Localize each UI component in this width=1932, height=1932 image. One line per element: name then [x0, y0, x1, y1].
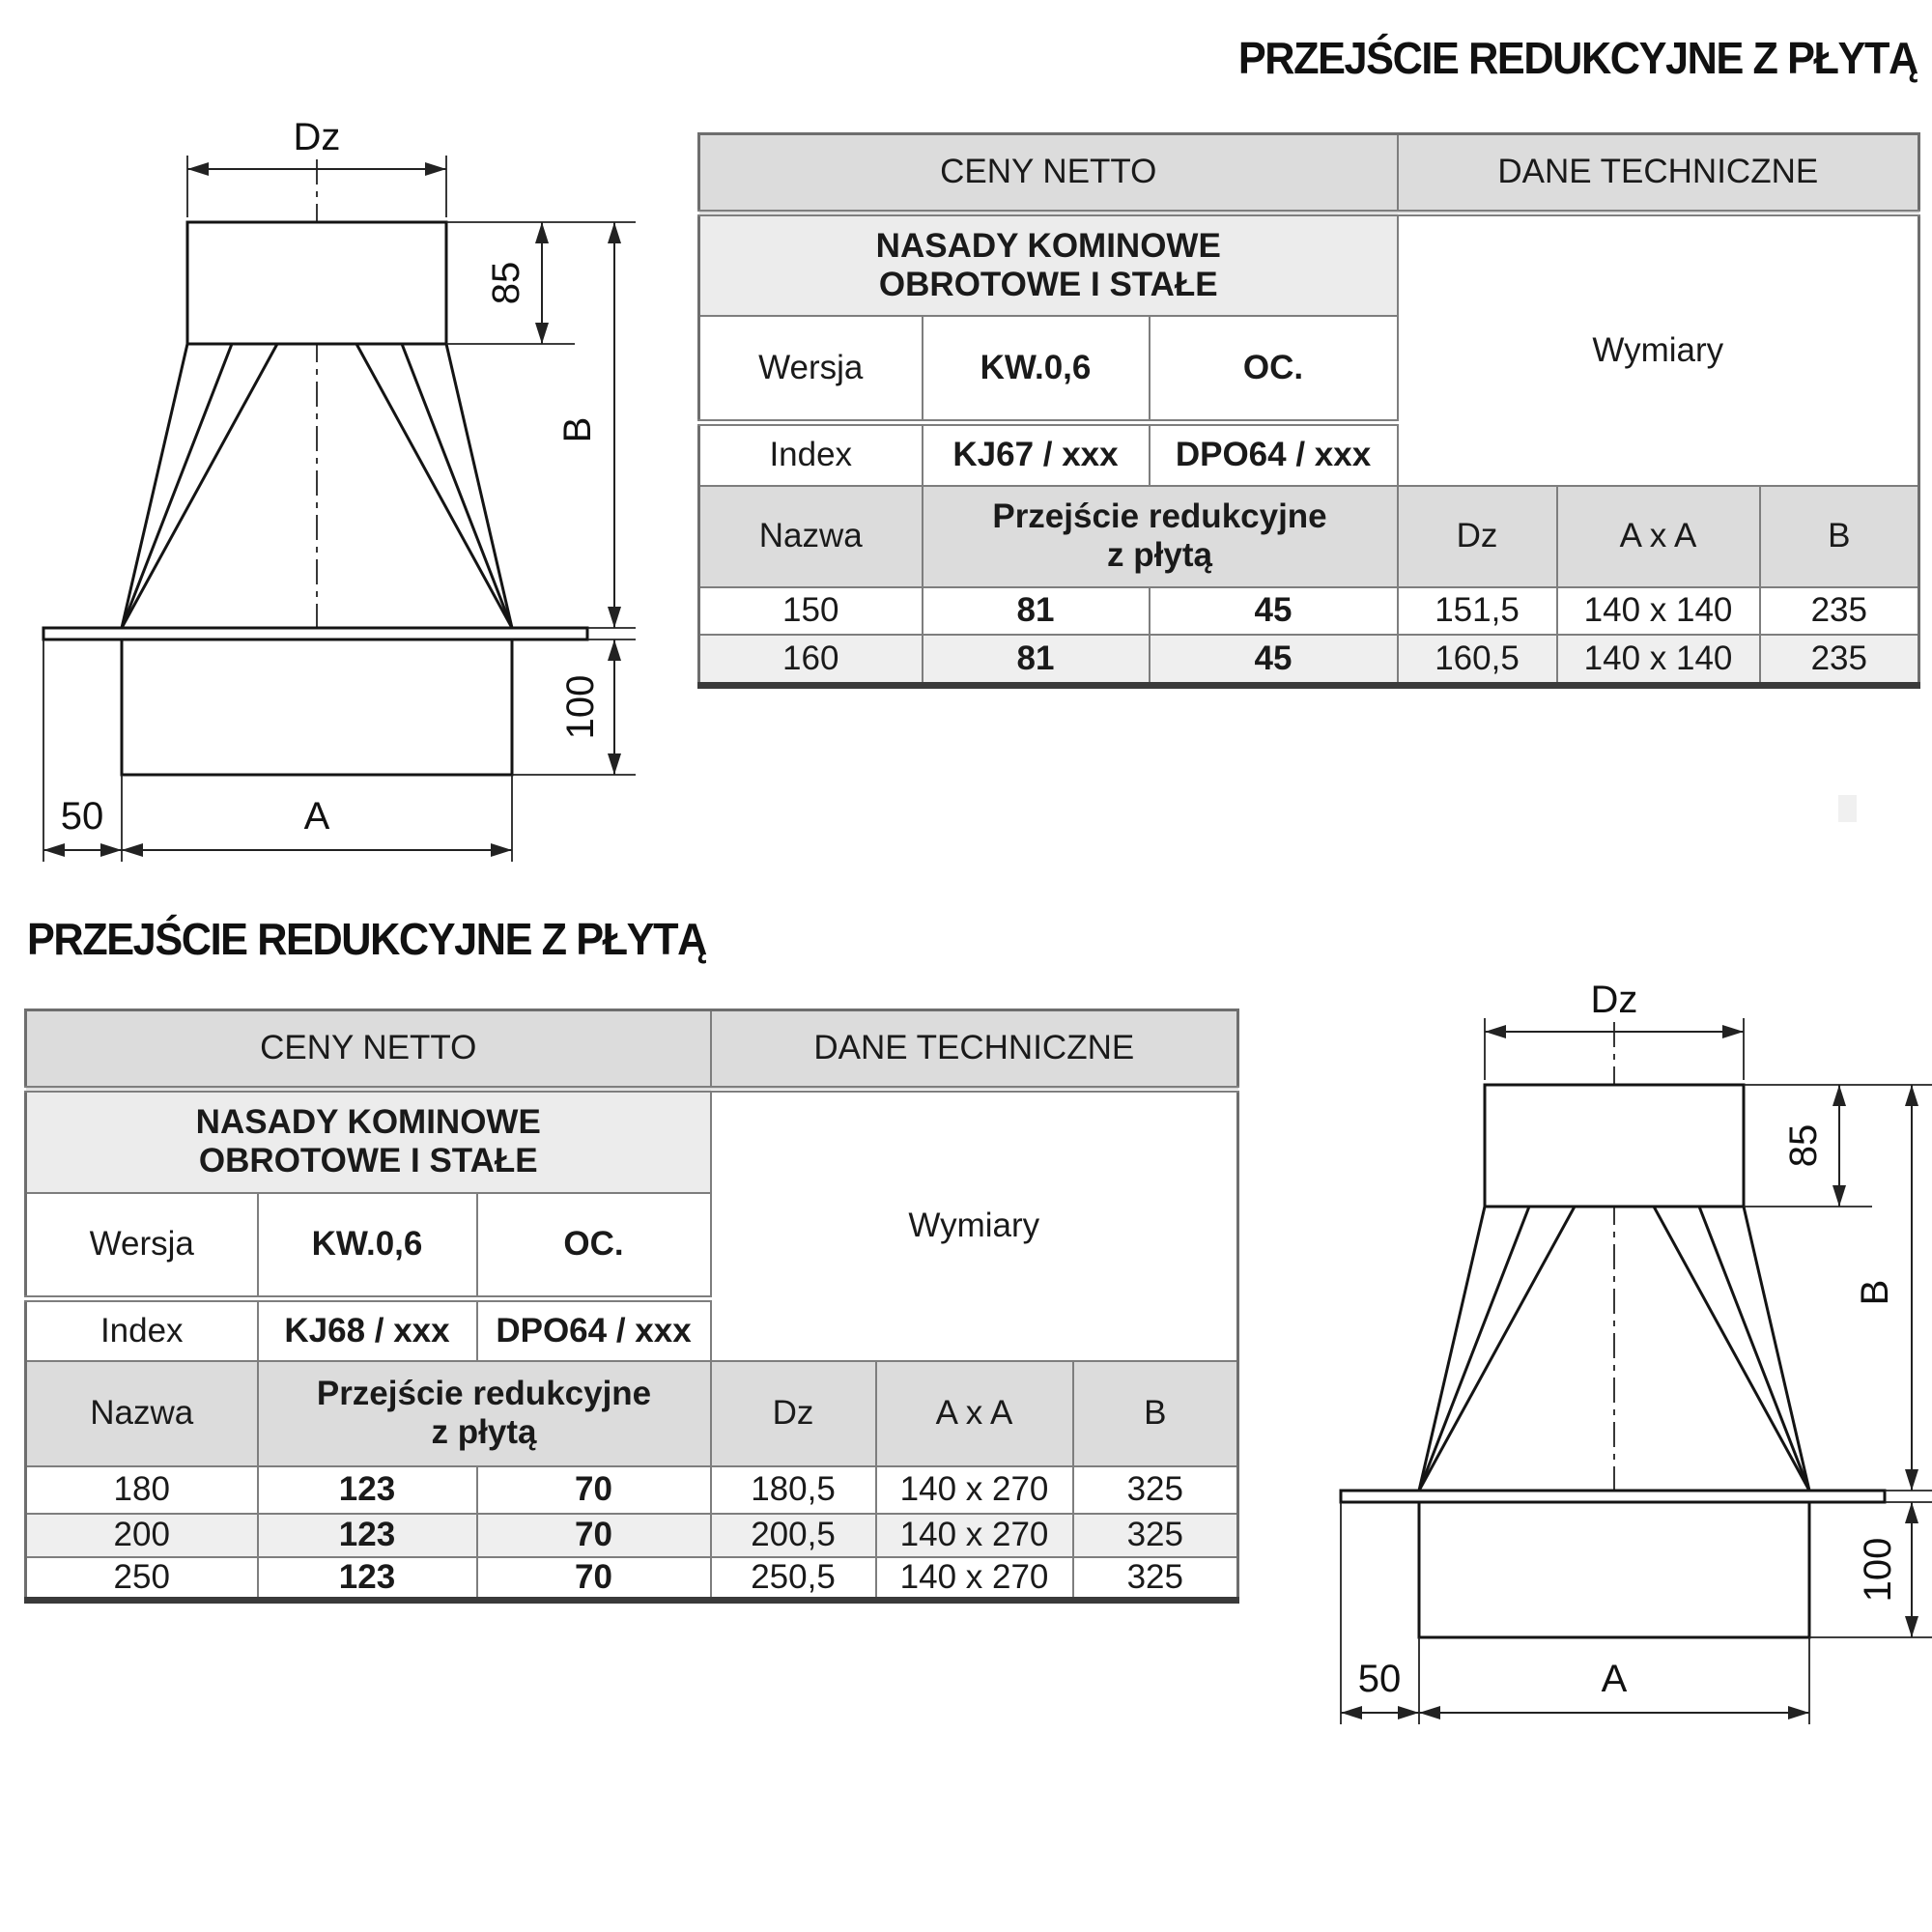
row-name: 180 — [26, 1466, 258, 1514]
row-dz: 200,5 — [711, 1514, 876, 1557]
product-line2: z płytą — [431, 1413, 537, 1451]
table-row — [26, 1466, 1238, 1514]
row-price-oc: 70 — [477, 1557, 711, 1601]
wersja-label: Wersja — [26, 1193, 258, 1299]
product-line1: Przejście redukcyjne — [992, 497, 1327, 535]
index-label: Index — [26, 1299, 258, 1361]
wymiary-cell: Wymiary — [1398, 213, 1919, 486]
dane-techniczne-header: DANE TECHNICZNE — [1398, 134, 1919, 213]
nazwa-label: Nazwa — [26, 1361, 258, 1466]
index-oc: DPO64 / xxx — [477, 1299, 711, 1361]
row-name: 150 — [699, 587, 923, 635]
row-name: 160 — [699, 635, 923, 686]
dim-label-100: 100 — [559, 674, 602, 740]
row-price-kw: 123 — [258, 1466, 477, 1514]
dim-label-50: 50 — [1357, 1658, 1402, 1700]
table-row — [26, 1557, 1238, 1601]
row-name: 250 — [26, 1557, 258, 1601]
row-price-kw: 81 — [923, 587, 1150, 635]
price-table-top — [697, 132, 1920, 689]
table-row — [699, 587, 1919, 635]
row-dz: 151,5 — [1398, 587, 1557, 635]
wersja-oc: OC. — [477, 1193, 711, 1299]
row-b: 325 — [1073, 1514, 1238, 1557]
dim-label-a: A — [303, 795, 330, 838]
wersja-label: Wersja — [699, 316, 923, 423]
category-line2: OBROTOWE I STAŁE — [878, 265, 1218, 303]
row-axa: 140 x 270 — [876, 1466, 1073, 1514]
page-title-bottom: PRZEJŚCIE REDUKCYJNE Z PŁYTĄ — [27, 914, 706, 964]
wymiary-cell: Wymiary — [711, 1090, 1238, 1361]
row-name: 200 — [26, 1514, 258, 1557]
row-price-oc: 70 — [477, 1514, 711, 1557]
technical-drawing-top — [24, 92, 647, 874]
dim-label-85: 85 — [1782, 1123, 1825, 1168]
dim-label-100: 100 — [1857, 1537, 1899, 1603]
dim-label-dz: Dz — [1590, 979, 1638, 1021]
row-b: 325 — [1073, 1557, 1238, 1601]
scan-artifact-square — [1838, 795, 1857, 822]
row-price-oc: 70 — [477, 1466, 711, 1514]
col-header-b: B — [1760, 486, 1919, 587]
product-name-cell — [923, 486, 1398, 587]
row-axa: 140 x 270 — [876, 1514, 1073, 1557]
row-price-oc: 45 — [1150, 635, 1398, 686]
col-header-axa: A x A — [876, 1361, 1073, 1466]
row-axa: 140 x 140 — [1557, 635, 1760, 686]
ceny-netto-header: CENY NETTO — [26, 1010, 711, 1090]
ceny-netto-header: CENY NETTO — [699, 134, 1398, 213]
row-dz: 250,5 — [711, 1557, 876, 1601]
technical-drawing-bottom — [1321, 954, 1932, 1737]
nazwa-label: Nazwa — [699, 486, 923, 587]
col-header-dz: Dz — [711, 1361, 876, 1466]
category-line1: NASADY KOMINOWE — [875, 226, 1221, 265]
col-header-dz: Dz — [1398, 486, 1557, 587]
table-row — [26, 1514, 1238, 1557]
index-oc: DPO64 / xxx — [1150, 423, 1398, 486]
row-b: 235 — [1760, 635, 1919, 686]
index-kw: KJ67 / xxx — [923, 423, 1150, 486]
row-b: 325 — [1073, 1466, 1238, 1514]
row-price-kw: 123 — [258, 1557, 477, 1601]
dim-label-b: B — [1854, 1279, 1896, 1306]
dim-label-85: 85 — [485, 261, 527, 305]
category-line1: NASADY KOMINOWE — [195, 1103, 541, 1141]
index-label: Index — [699, 423, 923, 486]
category-cell — [699, 213, 1398, 316]
wersja-kw: KW.0,6 — [258, 1193, 477, 1299]
row-dz: 180,5 — [711, 1466, 876, 1514]
row-price-kw: 81 — [923, 635, 1150, 686]
dim-label-50: 50 — [60, 795, 104, 838]
table-row — [699, 635, 1919, 686]
price-table-bottom — [24, 1009, 1239, 1604]
row-axa: 140 x 270 — [876, 1557, 1073, 1601]
dane-techniczne-header: DANE TECHNICZNE — [711, 1010, 1238, 1090]
row-dz: 160,5 — [1398, 635, 1557, 686]
index-kw: KJ68 / xxx — [258, 1299, 477, 1361]
dim-label-dz: Dz — [293, 116, 341, 158]
row-axa: 140 x 140 — [1557, 587, 1760, 635]
col-header-b: B — [1073, 1361, 1238, 1466]
product-name-cell — [258, 1361, 711, 1466]
page-title-top: PRZEJŚCIE REDUKCYJNE Z PŁYTĄ — [1238, 33, 1918, 83]
row-price-kw: 123 — [258, 1514, 477, 1557]
wersja-oc: OC. — [1150, 316, 1398, 423]
row-b: 235 — [1760, 587, 1919, 635]
category-cell — [26, 1090, 711, 1193]
dim-label-b: B — [556, 416, 599, 443]
dim-label-a: A — [1601, 1658, 1628, 1700]
category-line2: OBROTOWE I STAŁE — [198, 1142, 538, 1180]
product-line2: z płytą — [1107, 536, 1212, 574]
product-line1: Przejście redukcyjne — [316, 1374, 652, 1412]
col-header-axa: A x A — [1557, 486, 1760, 587]
row-price-oc: 45 — [1150, 587, 1398, 635]
wersja-kw: KW.0,6 — [923, 316, 1150, 423]
